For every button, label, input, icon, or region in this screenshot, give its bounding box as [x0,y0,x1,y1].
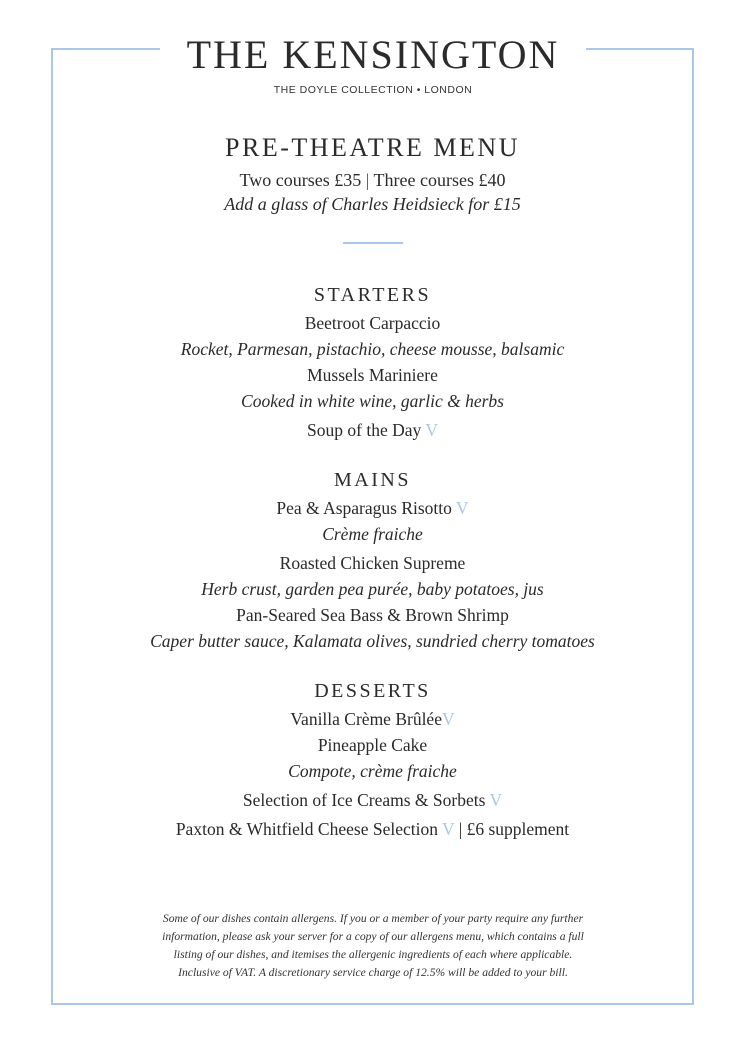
dish-name: Pea & Asparagus Risotto [276,498,452,518]
dish-name: Selection of Ice Creams & Sorbets [242,790,486,810]
vegetarian-mark: V [425,420,438,440]
pricing-line [51,168,694,192]
dish-description: Herb crust, garden pea purée, baby potatoes, jus [201,579,544,599]
footer-line: listing of our dishes, and itemises the allergenic ingredients of each where applicable. [173,948,573,961]
two-courses-price: Two courses £35 [239,170,362,190]
starters-section [51,282,694,443]
dish-row [51,495,694,521]
footer-line: Inclusive of VAT. A discretionary service charge of 12.5% will be added to your bill. [178,966,568,979]
price-separator: | [365,170,370,190]
menu-title: PRE-THEATRE MENU [225,133,520,162]
dish-name: Roasted Chicken Supreme [279,553,466,573]
supplement-note: | £6 supplement [458,819,570,839]
mains-section [51,467,694,654]
dish-description: Cooked in white wine, garlic & herbs [241,391,504,411]
dish-description: Rocket, Parmesan, pistachio, cheese mousse, balsamic [180,339,565,359]
dish-name: Soup of the Day [307,420,422,440]
masthead [160,28,586,96]
starters-title: STARTERS [313,284,432,306]
vegetarian-mark: V [441,709,455,729]
champagne-note: Add a glass of Charles Heidsieck for £15 [224,194,521,214]
dish-name: Pineapple Cake [317,735,428,755]
dish-name: Beetroot Carpaccio [304,313,441,333]
footer-line: information, please ask your server for a copy of our allergens menu, which contains a full [162,930,584,943]
footer-line: Some of our dishes contain allergens. If you or a member of your party require any further [162,912,584,925]
dish-row [51,816,694,842]
allergen-footer [105,910,641,982]
brand-name: THE KENSINGTON [186,32,560,77]
dish-name: Pan-Seared Sea Bass & Brown Shrimp [236,605,509,625]
mains-title: MAINS [334,469,411,491]
dish-row [51,787,694,813]
dish-name: Mussels Mariniere [307,365,438,385]
dish-description: Crème fraiche [322,524,423,544]
dish-row [51,417,694,443]
vegetarian-mark: V [442,819,455,839]
dish-description: Caper butter sauce, Kalamata olives, sundried cherry tomatoes [150,631,595,651]
dish-description: Compote, crème fraiche [288,761,457,781]
section-divider [343,242,403,244]
menu-content [51,132,694,842]
dish-row [51,706,694,732]
dish-name: Vanilla Crème Brûlée [290,709,442,729]
vegetarian-mark: V [489,790,503,810]
desserts-title: DESSERTS [314,680,431,702]
brand-subtitle: THE DOYLE COLLECTION • LONDON [273,84,473,96]
vegetarian-mark: V [455,498,469,518]
dish-name: Paxton & Whitfield Cheese Selection [175,819,438,839]
desserts-section [51,678,694,842]
three-courses-price: Three courses £40 [373,170,506,190]
